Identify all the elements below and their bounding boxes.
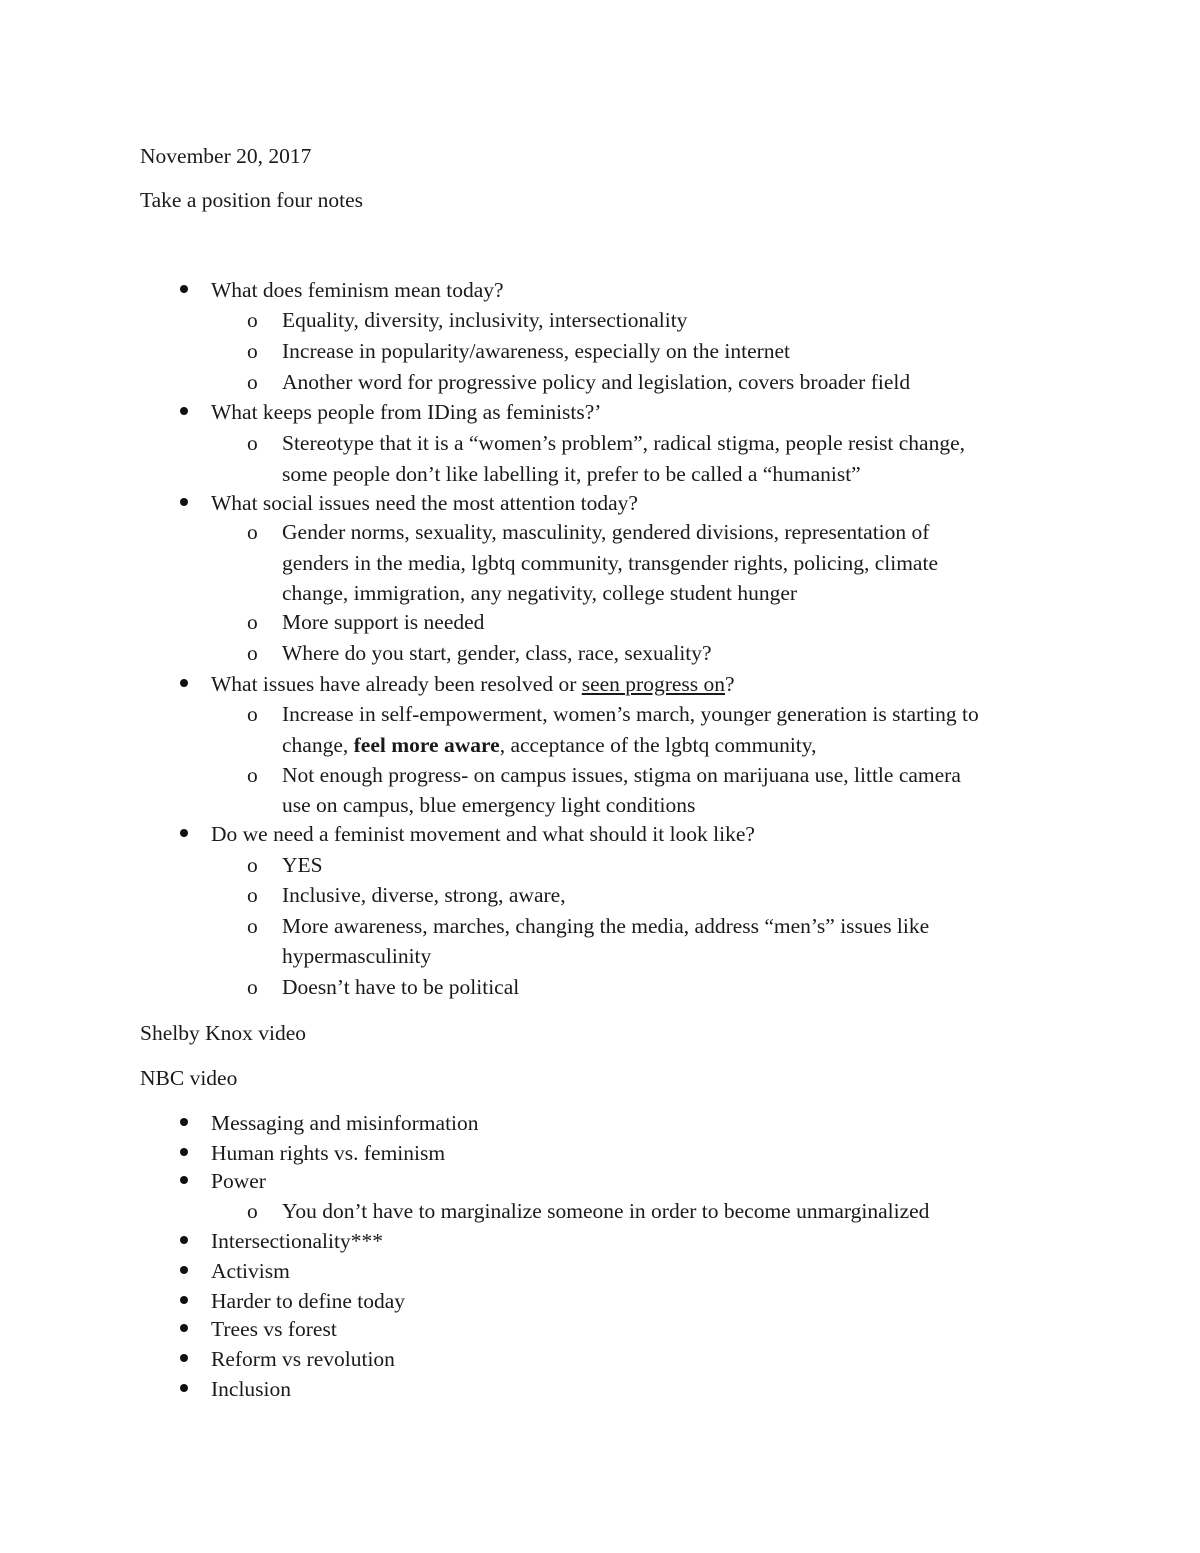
sub-bullet-icon: o: [247, 431, 258, 455]
sub-bullet-icon: o: [247, 763, 258, 787]
nbc-heading: NBC video: [140, 1066, 238, 1090]
bullet-icon: [180, 1344, 190, 1354]
question-2: What keeps people from IDing as feminists?’: [211, 400, 602, 424]
sub-bullet-icon: o: [247, 308, 258, 332]
bullet-icon: [180, 1166, 190, 1176]
q3-sub-1-line-2: genders in the media, lgbtq community, transgender rights, policing, climate: [282, 551, 938, 575]
list-item: Human rights vs. feminism: [211, 1141, 446, 1165]
bullet-icon: [180, 819, 190, 829]
bullet-icon: [180, 1226, 190, 1236]
q5-sub-3-line-2: hypermasculinity: [282, 944, 432, 968]
question-4: [211, 669, 735, 699]
q4-sub-1-bold: feel more aware: [353, 733, 500, 757]
list-item: Activism: [211, 1259, 290, 1283]
sub-bullet-icon: o: [247, 975, 258, 999]
date-line: November 20, 2017: [140, 144, 312, 168]
sub-bullet-icon: o: [247, 702, 258, 726]
q2-sub-1-line-2: some people don’t like labelling it, prefer to be called a “humanist”: [282, 462, 861, 486]
shelby-knox-heading: Shelby Knox video: [140, 1021, 307, 1045]
sub-bullet-icon: o: [247, 339, 258, 363]
bullet-icon: [180, 1138, 190, 1148]
q3-sub-1-line-3: change, immigration, any negativity, college student hunger: [282, 581, 798, 605]
q1-sub-2: Increase in popularity/awareness, especially on the internet: [282, 339, 791, 363]
list-item: Harder to define today: [211, 1289, 406, 1313]
q4-sub-1-line-1: Increase in self-empowerment, women’s march, younger generation is starting to: [282, 702, 979, 726]
list-sub-item: You don’t have to marginalize someone in order to become unmarginalized: [282, 1199, 930, 1223]
q5-sub-4: Doesn’t have to be political: [282, 975, 520, 999]
bullet-icon: [180, 1108, 190, 1118]
q3-sub-2: More support is needed: [282, 610, 485, 634]
sub-bullet-icon: o: [247, 520, 258, 544]
q5-sub-1: YES: [282, 853, 323, 877]
sub-bullet-icon: o: [247, 641, 258, 665]
q4-sub-2-line-2: use on campus, blue emergency light conditions: [282, 793, 696, 817]
question-3: What social issues need the most attention today?: [211, 491, 638, 515]
bullet-icon: [180, 397, 190, 407]
question-1: What does feminism mean today?: [211, 278, 504, 302]
question-5: Do we need a feminist movement and what should it look like?: [211, 822, 755, 846]
q5-sub-2: Inclusive, diverse, strong, aware,: [282, 883, 566, 907]
q1-sub-1: Equality, diversity, inclusivity, intersectionality: [282, 308, 688, 332]
question-4-underlined: seen progress on: [581, 672, 726, 696]
sub-bullet-icon: o: [247, 883, 258, 907]
sub-bullet-icon: o: [247, 610, 258, 634]
bullet-icon: [180, 1286, 190, 1296]
list-item: Reform vs revolution: [211, 1347, 395, 1371]
q4-sub-1-text: change,: [282, 733, 354, 757]
list-item: Trees vs forest: [211, 1317, 337, 1341]
sub-bullet-icon: o: [247, 914, 258, 938]
bullet-icon: [180, 275, 190, 285]
bullet-icon: [180, 1314, 190, 1324]
q4-sub-2-line-1: Not enough progress- on campus issues, stigma on marijuana use, little camera: [282, 763, 961, 787]
list-item: Power: [211, 1169, 266, 1193]
list-item: Inclusion: [211, 1377, 292, 1401]
q3-sub-1-line-1: Gender norms, sexuality, masculinity, gendered divisions, representation of: [282, 520, 930, 544]
q3-sub-3: Where do you start, gender, class, race, sexuality?: [282, 641, 712, 665]
bullet-icon: [180, 488, 190, 498]
list-item: Intersectionality***: [211, 1229, 383, 1253]
q5-sub-3-line-1: More awareness, marches, changing the media, address “men’s” issues like: [282, 914, 930, 938]
question-4-end: ?: [725, 672, 735, 696]
notes-title: Take a position four notes: [140, 188, 363, 212]
bullet-icon: [180, 669, 190, 679]
sub-bullet-icon: o: [247, 1199, 258, 1223]
sub-bullet-icon: o: [247, 853, 258, 877]
q4-sub-1-line-2: [282, 730, 817, 760]
question-4-text: What issues have already been resolved or: [211, 672, 582, 696]
bullet-icon: [180, 1256, 190, 1266]
q4-sub-1-rest: , acceptance of the lgbtq community,: [499, 733, 817, 757]
q2-sub-1-line-1: Stereotype that it is a “women’s problem”, radical stigma, people resist change,: [282, 431, 966, 455]
list-item: Messaging and misinformation: [211, 1111, 479, 1135]
sub-bullet-icon: o: [247, 370, 258, 394]
bullet-icon: [180, 1374, 190, 1384]
q1-sub-3: Another word for progressive policy and legislation, covers broader field: [282, 370, 911, 394]
